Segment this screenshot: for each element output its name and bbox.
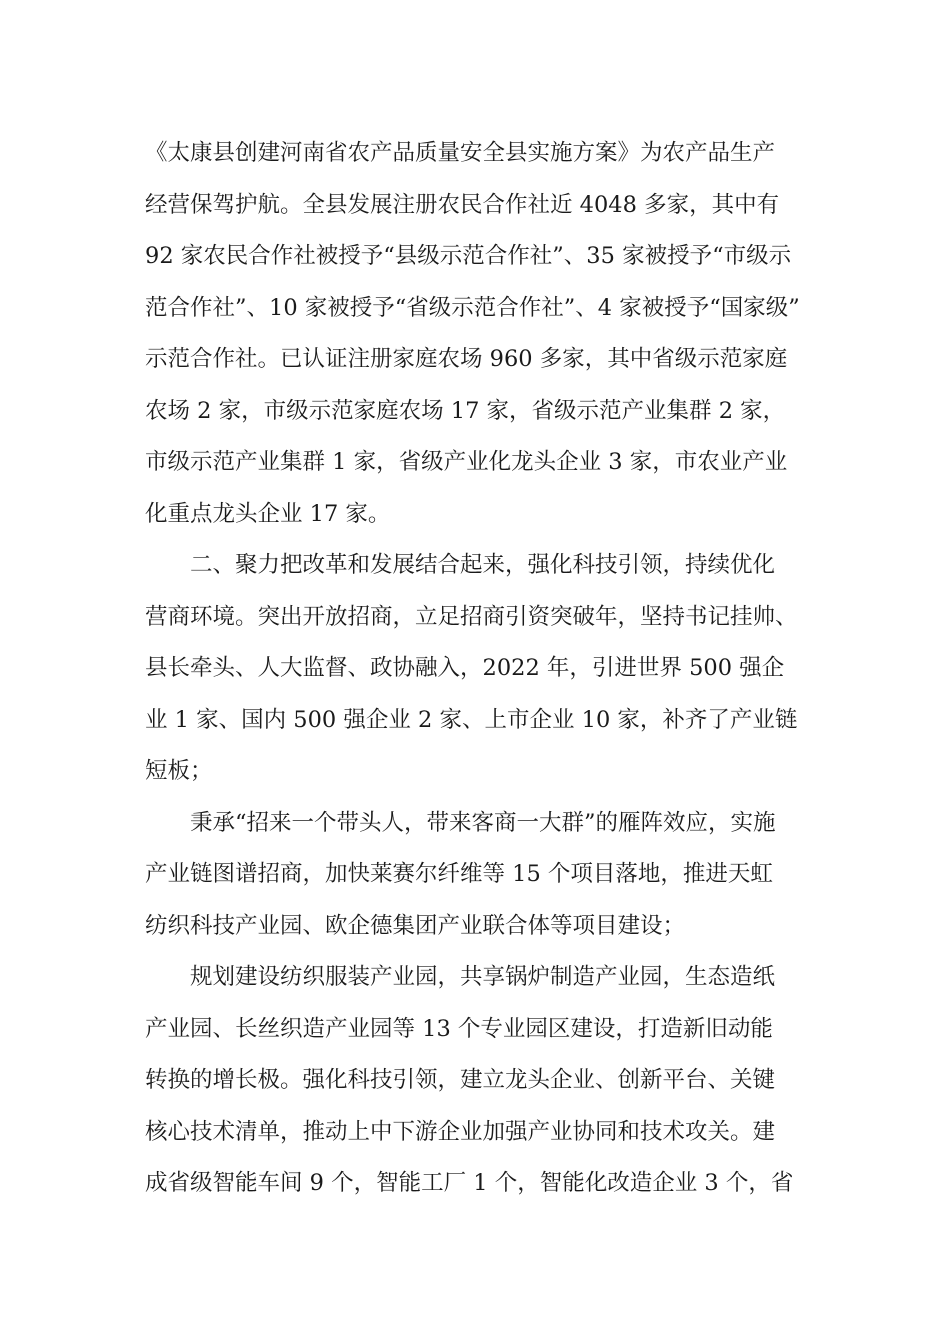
text-line: 二、聚力把改革和发展结合起来，强化科技引领，持续优化 [190, 552, 776, 578]
text-line: 产业链图谱招商，加快莱赛尔纤维等 15 个项目落地，推进天虹 [145, 861, 773, 887]
paragraph-1 [145, 128, 825, 540]
text-line: 化重点龙头企业 17 家。 [145, 500, 391, 527]
text-line: 示范合作社。已认证注册家庭农场 960 多家，其中省级示范家庭 [145, 346, 788, 372]
text-line: 范合作社”、10 家被授予“省级示范合作社”、4 家被授予“国家级” [145, 294, 800, 321]
paragraph-3 [145, 798, 825, 953]
text-line: 短板； [145, 758, 213, 784]
text-line: 92 家农民合作社被授予“县级示范合作社”、35 家被授予“市级示 [145, 243, 792, 269]
document-body [145, 128, 825, 1210]
text-line: 经营保驾护航。全县发展注册农民合作社近 4048 多家，其中有 [145, 191, 780, 218]
text-line: 农场 2 家，市级示范家庭农场 17 家，省级示范产业集群 2 家， [145, 397, 786, 424]
text-line: 转换的增长极。强化科技引领，建立龙头企业、创新平台、关键 [145, 1067, 776, 1093]
paragraph-2 [145, 540, 825, 798]
text-line: 规划建设纺织服装产业园，共享锅炉制造产业园，生态造纸 [190, 964, 776, 990]
text-line: 产业园、长丝织造产业园等 13 个专业园区建设，打造新旧动能 [145, 1015, 773, 1042]
text-line: 业 1 家、国内 500 强企业 2 家、上市企业 10 家，补齐了产业链 [145, 706, 798, 733]
text-line: 成省级智能车间 9 个，智能工厂 1 个，智能化改造企业 3 个，省 [145, 1170, 794, 1196]
text-line: 市级示范产业集群 1 家，省级产业化龙头企业 3 家，市农业产业 [145, 449, 788, 475]
text-line: 县长牵头、人大监督、政协融入，2022 年，引进世界 500 强企 [145, 655, 785, 681]
text-line: 营商环境。突出开放招商，立足招商引资突破年，坚持书记挂帅、 [145, 603, 798, 630]
text-line: 纺织科技产业园、欧企德集团产业联合体等项目建设； [145, 912, 686, 939]
paragraph-4 [145, 952, 825, 1210]
text-line: 核心技术清单，推动上中下游企业加强产业协同和技术攻关。建 [145, 1118, 776, 1145]
text-line: 秉承“招来一个带头人，带来客商一大群”的雁阵效应，实施 [190, 809, 776, 836]
text-line: 《太康县创建河南省农产品质量安全县实施方案》为农产品生产 [145, 140, 776, 166]
